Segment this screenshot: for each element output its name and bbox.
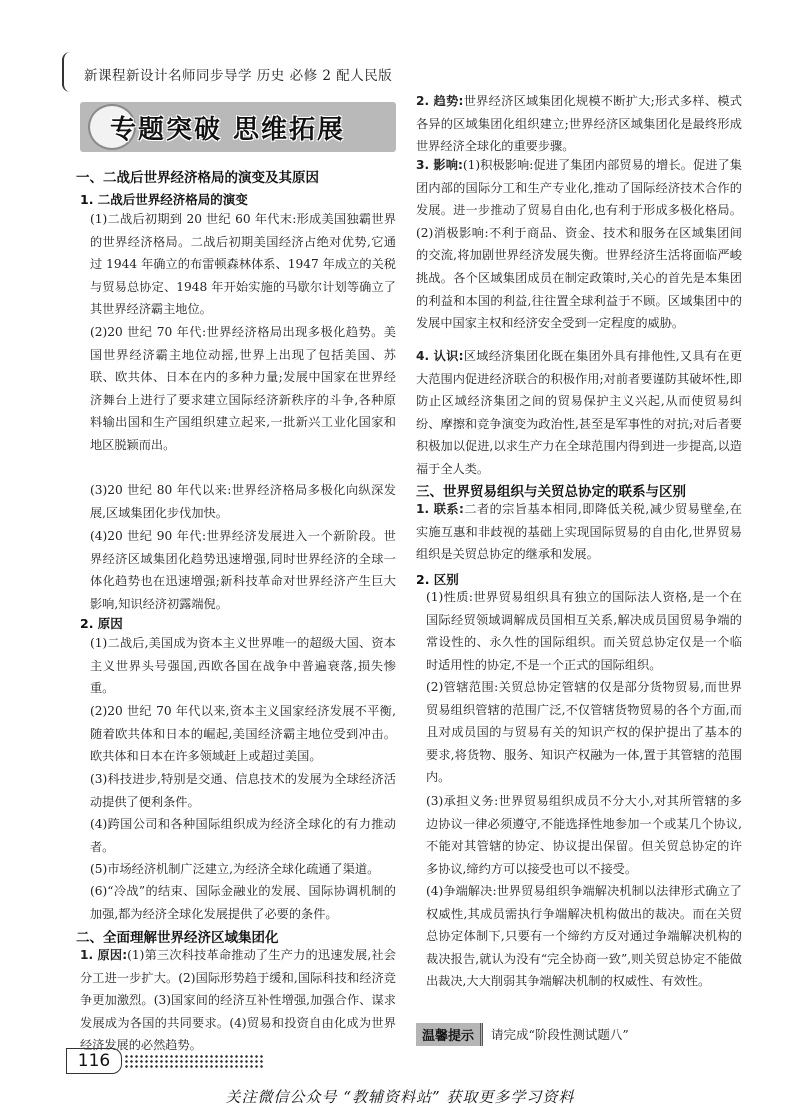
section-1-1-para-3: (3)20 世纪 80 年代以来:世界经济格局多极化向纵深发展,区域集团化步伐加快。 [90,483,396,520]
section-3-2-para-4: (4)争端解决:世界贸易组织争端解决机制以法律形式确立了权威性,其成员需执行争端解决机构做出的裁决。而在关贸总协定体制下,只要有一个缔约方反对通过争端解决机构的裁决报告,就认为没有“完全协商一致”,则关贸总协定不能做出裁决,大大削弱其争端解决机制的权威性、有效性。 [426,884,742,989]
section-1-1-para-4: (4)20 世纪 90 年代:世界经济发展进入一个新阶段。世界经济区域集团化趋势迅速增强,同时世界经济的全球一体化趋势也在迅速增强;新科技革命对世界经济产生巨大影响,知识经济初露端倪。 [90,529,396,611]
section-2-4-label: 4. 认识: [416,349,464,363]
section-1-1-para-2: (2)20 世纪 70 年代:世界经济格局出现多极化趋势。美国世界经济霸主地位动摇,世界上出现了包括美国、苏联、欧共体、日本在内的多种力量;发展中国家在世界经济舞台上进行了要求建立国际经济新秩序的斗争,各种原料输出国和生产国组织建立起来,一批新兴工业化国家和地区脱颖而出。 [90,325,396,452]
section-3-2-para-2: (2)管辖范围:关贸总协定管辖的仅是部分货物贸易,而世界贸易组织管辖的范围广泛,不仅管辖货物贸易的各个方面,而且对成员国的与贸易有关的知识产权的保护提出了基本的要求,将货物、服务、知识产权融为一体,置于其管辖的范围内。 [426,680,742,785]
section-2-1 [80,944,396,1057]
section-2-1-label: 1. 原因: [80,948,128,962]
section-1-2-para-4: (4)跨国公司和各种国际组织成为经济全球化的有力推动者。 [90,817,396,854]
tip-text: 请完成“阶段性测试题八” [491,1027,629,1042]
section-1-2-para-5: (5)市场经济机制广泛建立,为经济全球化疏通了渠道。 [90,862,380,876]
section-3-2-para-1: (1)性质:世界贸易组织具有独立的国际法人资格,是一个在国际经贸领域调解成员国相互关系,解决成员国贸易争端的常设性的、永久性的国际组织。而关贸总协定仅是一个临时适用性的协定,不是一个正式的国际组织。 [426,590,742,672]
section-1-2-para-3: (3)科技进步,特别是交通、信息技术的发展为全球经济活动提供了便利条件。 [90,772,396,809]
section-1-1-title: 1. 二战后世界经济格局的演变 [80,192,248,207]
section-2-4-text: 区域经济集团化既在集团外具有排他性,又具有在更大范围内促进经济联合的积极作用;对前者要谨防其破坏性,即防止区域经济集团之间的贸易保护主义兴起,从而使贸易纠纷、摩擦和竞争演变为政治性,甚至是军事性的对抗;对后者要积极加以促进,以求生产力在全球范围内得到进一步提高,以造福于全人类。 [416,349,743,476]
section-1-title: 一、二战后世界经济格局的演变及其原因 [76,170,319,186]
section-3-title: 三、世界贸易组织与关贸总协定的联系与区别 [416,484,686,500]
page-number: 116 [66,1048,122,1074]
header-brace [62,52,72,92]
tip-bar [416,1022,742,1046]
section-3-2-para-3: (3)承担义务:世界贸易组织成员不分大小,对其所管辖的多边协议一律必须遵守,不能选择性地参加一个或某几个协议,不能对其管辖的协定、协议提出保留。但关贸总协定的许多协议,缔约方可以接受也可以不接受。 [426,794,742,876]
section-2-2-text: 世界经济区域集团化规模不断扩大;形式多样、模式各异的区域集团化组织建立;世界经济区域集团化是最终形成世界经济全球化的重要步骤。 [416,94,742,154]
section-2-3 [416,154,742,335]
decorative-dot-bar [124,1054,264,1068]
section-2-2 [416,90,742,158]
section-2-1-text: (1)第三次科技革命推动了生产力的迅速发展,社会分工进一步扩大。(2)国际形势趋于缓和,国际科技和经济竞争更加激烈。(3)国家间的经济互补性增强,加强合作、谋求发展成为各国的共同要求。(4)贸易和投资自由化成为世界经济发展的必然趋势。 [80,948,396,1053]
section-3-2-title: 2. 区别 [416,572,459,587]
section-1-2-para-6: (6)“冷战”的结束、国际金融业的发展、国际协调机制的加强,都为经济全球化发展提供了必要的条件。 [90,884,396,921]
section-1-2-title: 2. 原因 [80,616,123,631]
header-text: 新课程新设计名师同步导学 历史 必修 2 配人民版 [84,68,393,84]
section-2-3-text: (1)积极影响:促进了集团内部贸易的增长。促进了集团内部的国际分工和生产专业化,推动了国际经济技术合作的发展。进一步推动了贸易自由化,也有利于形成多极化格局。(2)消极影响:不利于商品、资金、技术和服务在区域集团间的交流,将加剧世界经济发展失衡。世界经济生活将面临严峻挑战。各个区域集团成员在制定政策时,关心的首先是本集团的利益和本国的利益,往往置全球利益于不顾。区域集团中的发展中国家主权和经济安全受到一定程度的威胁。 [416,158,742,331]
section-1-2-para-2: (2)20 世纪 70 年代以来,资本主义国家经济发展不平衡,随着欧共体和日本的崛起,美国经济霸主地位受到冲击。欧共体和日本在许多领域赶上或超过美国。 [90,704,396,764]
section-2-4 [416,345,742,481]
running-header [62,52,742,86]
section-3-1-text: 二者的宗旨基本相同,即降低关税,减少贸易壁垒,在实施互惠和非歧视的基础上实现国际贸易的自由化,世界贸易组织是关贸总协定的继承和发展。 [416,502,742,562]
section-1-1-para-1: (1)二战后初期到 20 世纪 60 年代末:形成美国独霸世界的世界经济格局。二战后初期美国经济占绝对优势,它通过 1944 年确立的布雷顿森林体系、1947 年成立的关税与贸易总协定、1948 年开始实施的马歇尔计划等确立了其世界经济霸主地位。 [90,212,396,317]
section-2-title: 二、全面理解世界经济区域集团化 [76,930,279,946]
section-2-3-label: 3. 影响: [416,158,463,172]
section-banner [80,102,396,152]
section-1-2-para-1: (1)二战后,美国成为资本主义世界唯一的超级大国、资本主义世界头号强国,西欧各国在战争中普遍衰落,损失惨重。 [90,636,396,696]
section-3-1 [416,498,742,566]
footer-watermark-text: 关注微信公众号 “教辅资料站” 获取更多学习资料 [225,1088,575,1106]
section-3-1-label: 1. 联系: [416,502,464,516]
banner-title: 专题突破 思维拓展 [110,115,346,145]
section-2-2-label: 2. 趋势: [416,94,464,108]
tip-label: 温馨提示 [416,1023,483,1046]
